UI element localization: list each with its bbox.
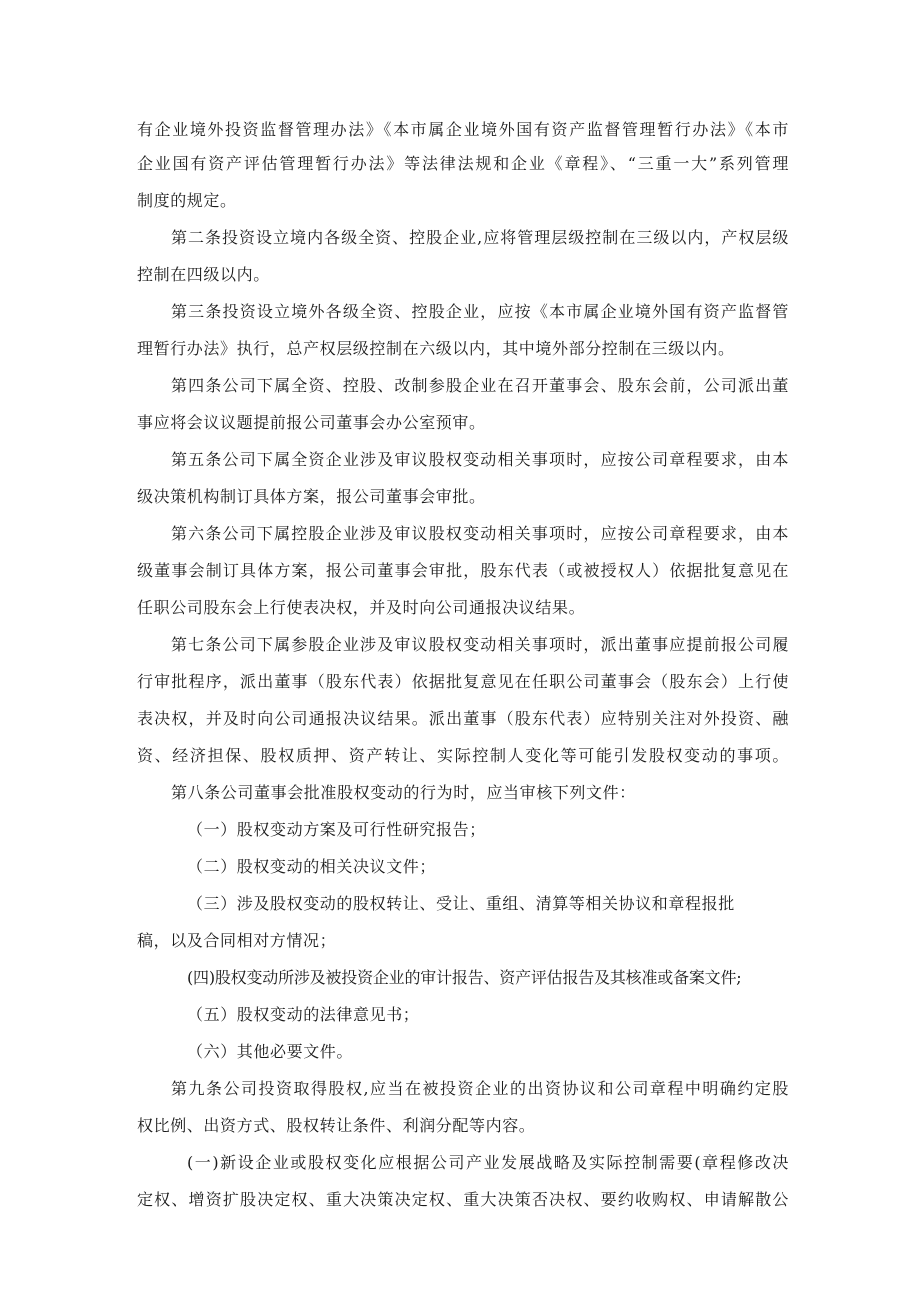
article-3-line: 第三条投资设立境外各级全资、控股企业，应按《本市属企业境外国有资产监督管 [171,302,789,321]
article-8-line: 第八条公司董事会批准股权变动的行为时，应当审核下列文件： [171,783,636,802]
article-9-line: 第九条公司投资取得股权,应当在被投资企业的出资协议和公司章程中明确约定股 [171,1079,789,1098]
text-line: 表决权，并及时向公司通报决议结果。派出董事（股东代表）应特别关注对外投资、融 [137,709,789,728]
text-line: 理暂行办法》执行，总产权层级控制在六级以内，其中境外部分控制在三级以内。 [137,339,735,358]
list-item: （六）其他必要文件。 [187,1042,354,1061]
list-item: (一)新设企业或股权变化应根据公司产业发展战略及实际控制需要(章程修改决 [187,1153,789,1172]
text-line: 事应将会议议题提前报公司董事会办公室预审。 [137,413,486,432]
document-page [137,114,789,1218]
list-item: (四)股权变动所涉及被投资企业的审计报告、资产评估报告及其核准或备案文件; [187,968,742,987]
text-line: 稿，以及合同相对方情况； [137,931,337,950]
article-2-line: 第二条投资设立境内各级全资、控股企业,应将管理层级控制在三级以内，产权层级 [171,228,789,247]
article-4-line: 第四条公司下属全资、控股、改制参股企业在召开董事会、股东会前，公司派出董 [171,376,789,395]
text-line: 级决策机构制订具体方案，报公司董事会审批。 [137,487,486,506]
text-line: 控制在四级以内。 [137,265,270,284]
text-line: 定权、增资扩股决定权、重大决策决定权、重大决策否决权、要约收购权、申请解散公 [137,1190,789,1209]
text-line: 有企业境外投资监督管理办法》《本市属企业境外国有资产监督管理暂行办法》《本市 [137,120,789,139]
text-line: 行审批程序，派出董事（股东代表）依据批复意见在任职公司董事会（股东会）上行使 [137,672,789,691]
article-5-line: 第五条公司下属全资企业涉及审议股权变动相关事项时，应按公司章程要求，由本 [171,450,789,469]
list-item: （一）股权变动方案及可行性研究报告； [187,820,486,839]
list-item: （五）股权变动的法律意见书； [187,1005,420,1024]
text-line: 权比例、出资方式、股权转让条件、利润分配等内容。 [137,1116,536,1135]
article-6-line: 第六条公司下属控股企业涉及审议股权变动相关事项时，应按公司章程要求，由本 [171,524,789,543]
list-item: （二）股权变动的相关决议文件； [187,857,437,876]
text-line: 级董事会制订具体方案，报公司董事会审批，股东代表（或被授权人）依据批复意见在 [137,561,789,580]
text-line: 制度的规定。 [137,191,237,210]
list-item: （三）涉及股权变动的股权转让、受让、重组、清算等相关协议和章程报批 [187,894,735,913]
text-line: 任职公司股东会上行使表决权，并及时向公司通报决议结果。 [137,598,586,617]
article-7-line: 第七条公司下属参股企业涉及审议股权变动相关事项时，派出董事应提前报公司履 [171,635,789,654]
text-line: 资、经济担保、股权质押、资产转让、实际控制人变化等可能引发股权变动的事项。 [137,746,789,765]
text-line: 企业国有资产评估管理暂行办法》等法律法规和企业《章程》、“三重一大”系列管理 [137,154,789,173]
